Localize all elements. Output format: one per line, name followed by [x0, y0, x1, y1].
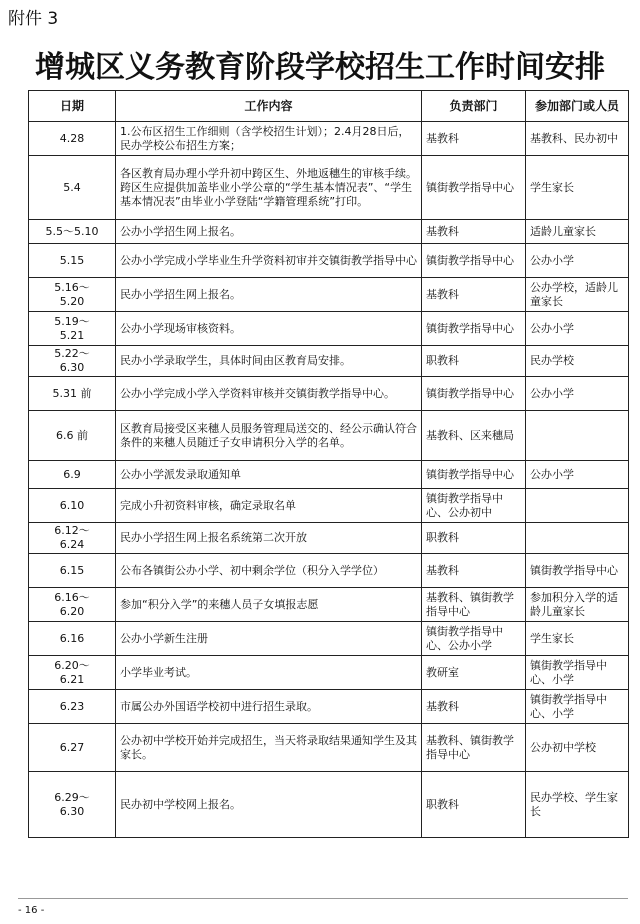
- header-participants: 参加部门或人员: [526, 91, 629, 122]
- cell-dept: 职教科: [422, 346, 526, 377]
- cell-content: 公办小学现场审核资料。: [116, 312, 422, 346]
- header-row: [29, 91, 629, 122]
- table-row: [29, 724, 629, 772]
- cell-content: 各区教育局办理小学升初中跨区生、外地返穗生的审核手续。跨区生应提供加盖毕业小学公章的“学生基本情况表”、“学生基本情况表”由毕业小学登陆“学籍管理系统”打印。: [116, 156, 422, 220]
- table-row: [29, 122, 629, 156]
- schedule-body: [29, 122, 629, 838]
- table-row: [29, 220, 629, 244]
- cell-dept: 镇街教学指导中心: [422, 312, 526, 346]
- cell-participants: 学生家长: [526, 622, 629, 656]
- cell-dept: 镇街教学指导中心、公办初中: [422, 489, 526, 523]
- attachment-label: 附件 3: [8, 9, 59, 29]
- table-row: [29, 690, 629, 724]
- table-row: [29, 656, 629, 690]
- cell-dept: 基教科: [422, 278, 526, 312]
- table-row: [29, 772, 629, 838]
- cell-participants: 公办初中学校: [526, 724, 629, 772]
- cell-dept: 职教科: [422, 523, 526, 554]
- header-date: 日期: [29, 91, 116, 122]
- cell-dept: 镇街教学指导中心: [422, 377, 526, 411]
- page-title: 增城区义务教育阶段学校招生工作时间安排: [35, 50, 605, 85]
- cell-date: 4.28: [29, 122, 116, 156]
- cell-date: 6.15: [29, 554, 116, 588]
- cell-participants: 公办学校，适龄儿童家长: [526, 278, 629, 312]
- cell-participants: 基教科、民办初中: [526, 122, 629, 156]
- cell-date: 6.23: [29, 690, 116, 724]
- cell-content: 参加“积分入学”的来穗人员子女填报志愿: [116, 588, 422, 622]
- cell-participants: [526, 523, 629, 554]
- cell-dept: 教研室: [422, 656, 526, 690]
- table-row: [29, 156, 629, 220]
- cell-date: 6.10: [29, 489, 116, 523]
- table-row: [29, 411, 629, 461]
- cell-content: 公办初中学校开始并完成招生，当天将录取结果通知学生及其家长。: [116, 724, 422, 772]
- cell-dept: 职教科: [422, 772, 526, 838]
- cell-participants: 民办学校、学生家长: [526, 772, 629, 838]
- cell-participants: 适龄儿童家长: [526, 220, 629, 244]
- cell-participants: 民办学校: [526, 346, 629, 377]
- cell-content: 公办小学新生注册: [116, 622, 422, 656]
- page-number: - 16 -: [18, 905, 45, 916]
- table-row: [29, 588, 629, 622]
- cell-date: 5.16～ 5.20: [29, 278, 116, 312]
- cell-date: 5.4: [29, 156, 116, 220]
- cell-dept: 镇街教学指导中心: [422, 244, 526, 278]
- cell-date: 6.9: [29, 461, 116, 489]
- cell-date: 5.31 前: [29, 377, 116, 411]
- table-row: [29, 346, 629, 377]
- cell-participants: [526, 489, 629, 523]
- cell-date: 5.19～ 5.21: [29, 312, 116, 346]
- cell-dept: 基教科: [422, 220, 526, 244]
- table-row: [29, 523, 629, 554]
- cell-date: 6.29～ 6.30: [29, 772, 116, 838]
- cell-participants: 公办小学: [526, 377, 629, 411]
- cell-content: 小学毕业考试。: [116, 656, 422, 690]
- cell-date: 6.16: [29, 622, 116, 656]
- table-row: [29, 554, 629, 588]
- cell-content: 市属公办外国语学校初中进行招生录取。: [116, 690, 422, 724]
- cell-content: 公办小学完成小学毕业生升学资料初审并交镇街教学指导中心: [116, 244, 422, 278]
- cell-participants: 公办小学: [526, 244, 629, 278]
- cell-participants: 镇街教学指导中心、小学: [526, 690, 629, 724]
- cell-dept: 镇街教学指导中心: [422, 156, 526, 220]
- cell-content: 民办小学录取学生，具体时间由区教育局安排。: [116, 346, 422, 377]
- cell-participants: 公办小学: [526, 312, 629, 346]
- cell-participants: [526, 411, 629, 461]
- cell-dept: 基教科、镇街教学指导中心: [422, 724, 526, 772]
- footer-divider: [18, 898, 628, 899]
- table-row: [29, 278, 629, 312]
- cell-dept: 镇街教学指导中心: [422, 461, 526, 489]
- cell-participants: 公办小学: [526, 461, 629, 489]
- cell-date: 6.12～ 6.24: [29, 523, 116, 554]
- cell-content: 区教育局接受区来穗人员服务管理局送交的、经公示确认符合条件的来穗人员随迁子女申请积分入学的名单。: [116, 411, 422, 461]
- table-row: [29, 312, 629, 346]
- cell-content: 公办小学派发录取通知单: [116, 461, 422, 489]
- table-row: [29, 377, 629, 411]
- cell-date: 5.5～5.10: [29, 220, 116, 244]
- cell-participants: 学生家长: [526, 156, 629, 220]
- table-row: [29, 622, 629, 656]
- cell-dept: 基教科、镇街教学指导中心: [422, 588, 526, 622]
- cell-dept: 基教科: [422, 690, 526, 724]
- cell-date: 6.20～ 6.21: [29, 656, 116, 690]
- table-row: [29, 461, 629, 489]
- cell-content: 公办小学完成小学入学资料审核并交镇街教学指导中心。: [116, 377, 422, 411]
- cell-date: 6.6 前: [29, 411, 116, 461]
- table-row: [29, 244, 629, 278]
- cell-dept: 基教科: [422, 122, 526, 156]
- cell-content: 民办初中学校网上报名。: [116, 772, 422, 838]
- cell-participants: 镇街教学指导中心、小学: [526, 656, 629, 690]
- cell-participants: 镇街教学指导中心: [526, 554, 629, 588]
- schedule-table: [28, 90, 629, 838]
- cell-date: 6.16～ 6.20: [29, 588, 116, 622]
- cell-dept: 基教科、区来穗局: [422, 411, 526, 461]
- cell-content: 1.公布区招生工作细则（含学校招生计划）；2.4月28日后，民办学校公布招生方案；: [116, 122, 422, 156]
- cell-date: 5.15: [29, 244, 116, 278]
- cell-content: 民办小学招生网上报名系统第二次开放: [116, 523, 422, 554]
- cell-date: 5.22～ 6.30: [29, 346, 116, 377]
- cell-content: 民办小学招生网上报名。: [116, 278, 422, 312]
- header-dept: 负责部门: [422, 91, 526, 122]
- cell-content: 公办小学招生网上报名。: [116, 220, 422, 244]
- table-row: [29, 489, 629, 523]
- cell-dept: 基教科: [422, 554, 526, 588]
- header-content: 工作内容: [116, 91, 422, 122]
- cell-content: 完成小升初资料审核，确定录取名单: [116, 489, 422, 523]
- cell-participants: 参加积分入学的适龄儿童家长: [526, 588, 629, 622]
- cell-content: 公布各镇街公办小学、初中剩余学位（积分入学学位）: [116, 554, 422, 588]
- cell-dept: 镇街教学指导中心、公办小学: [422, 622, 526, 656]
- cell-date: 6.27: [29, 724, 116, 772]
